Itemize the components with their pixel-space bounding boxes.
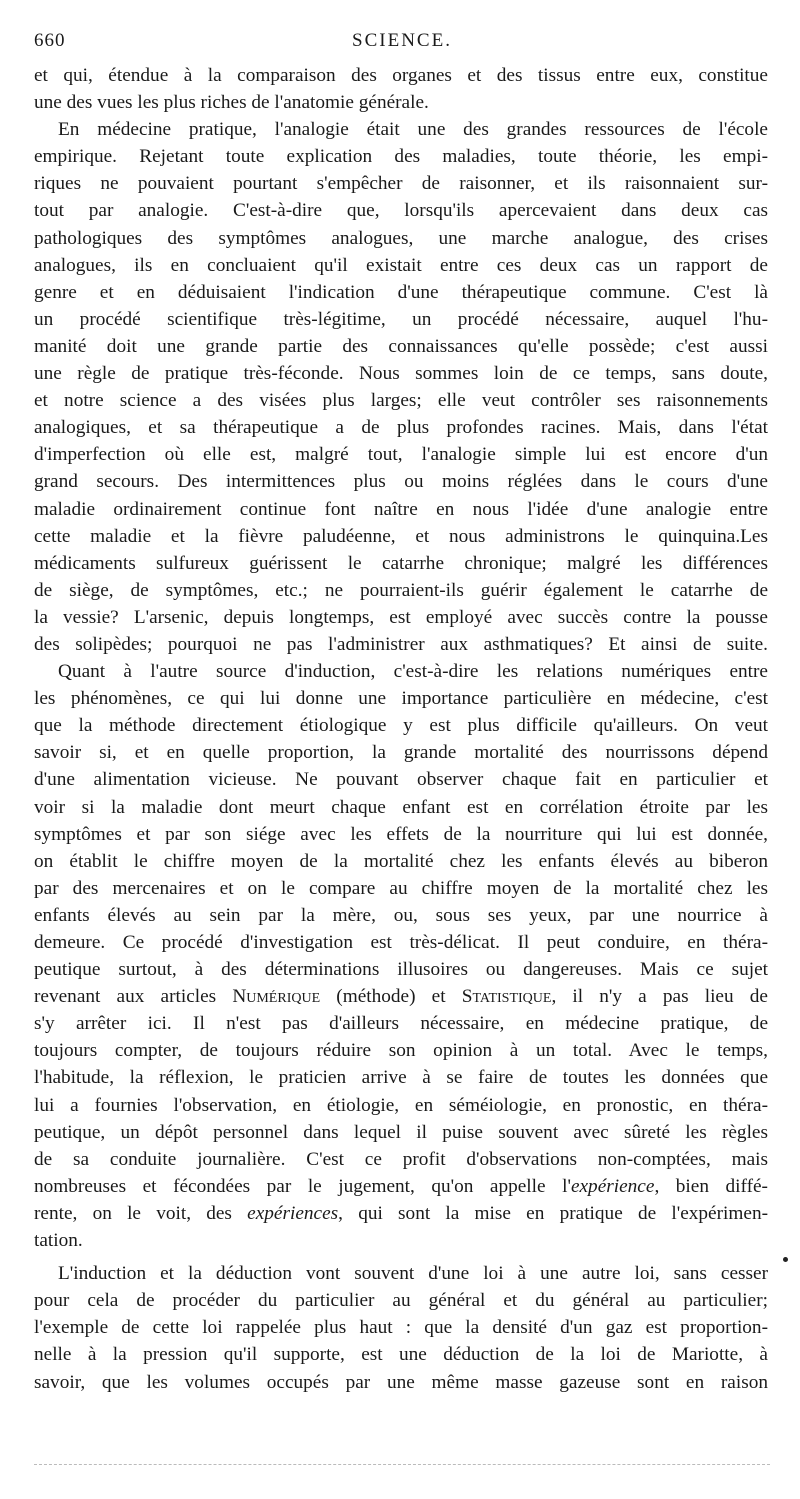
text-fragment: rente, on le voit, des (34, 1202, 248, 1224)
text-line: médicaments sulfureux guérissent le catarrhe chronique; malgré les différences (34, 552, 768, 574)
text-fragment: (méthode) et (320, 986, 462, 1008)
text-line: l'habitude, la réflexion, le praticien arrive à se faire de toutes les données que (34, 1067, 768, 1089)
text-line: des solipèdes; pourquoi ne pas l'administrer aux asthmatiques? Et ainsi de suite. (34, 633, 768, 655)
text-line: cette maladie et la fièvre paludéenne, et nous administrons le quinquina.Les (34, 525, 768, 547)
text-fragment: , il n'y a pas lieu de (551, 986, 768, 1008)
paragraph (34, 1260, 768, 1395)
text-line: manité doit une grande partie des connaissances qu'elle possède; c'est aussi (34, 335, 768, 357)
text-line: un procédé scientifique très-légitime, un procédé nécessaire, auquel l'hu- (34, 308, 768, 330)
text-line: de sa conduite journalière. C'est ce profit d'observations non-comptées, mais (34, 1148, 768, 1170)
text-line: analogiques, et sa thérapeutique a de plus profondes racines. Mais, dans l'état (34, 417, 768, 439)
small-caps-term: Statistique (461, 986, 552, 1008)
paragraph (34, 62, 768, 116)
text-line: une des vues les plus riches de l'anatomie générale. (34, 92, 429, 114)
text-line: maladie ordinairement continue font naître en nous l'idée d'une analogie entre (34, 498, 768, 520)
text-line: s'y arrêter ici. Il n'est pas d'ailleurs nécessaire, en médecine pratique, de (34, 1013, 768, 1035)
text-line: genre et en déduisaient l'indication d'une thérapeutique commune. C'est là (34, 281, 768, 303)
text-line: tout par analogie. C'est-à-dire que, lorsqu'ils apercevaient dans deux cas (34, 200, 768, 222)
text-line: la vessie? L'arsenic, depuis longtemps, est employé avec succès contre la pousse (34, 606, 768, 628)
text-line: analogues, ils en concluaient qu'il existait entre ces deux cas un rapport de (34, 254, 768, 276)
text-fragment: nombreuses et fécondées par le jugement, qu'on appelle l' (34, 1175, 571, 1197)
text-line: par des mercenaires et on le compare au chiffre moyen de la mortalité chez les (34, 877, 768, 899)
text-line: demeure. Ce procédé d'investigation est très-délicat. Il peut conduire, en théra- (34, 932, 768, 953)
bottom-bleed-rule (34, 1464, 770, 1465)
italic-term: expériences (247, 1202, 339, 1224)
margin-dot-mark (783, 1257, 788, 1262)
text-line: peutique, un dépôt personnel dans lequel il puise souvent avec sûreté les règles (34, 1121, 768, 1143)
running-head (34, 30, 770, 58)
text-line: lui a fournies l'observation, en étiologie, en séméiologie, en pronostic, en théra- (34, 1094, 768, 1116)
text-line: symptômes et par son siége avec les effets de la nourriture qui lui est donnée, (34, 823, 768, 845)
text-line: on établit le chiffre moyen de la mortalité chez les enfants élevés au biberon (34, 850, 768, 872)
text-line: pour cela de procéder du particulier au général et du général au particulier; (34, 1290, 768, 1312)
text-line (34, 983, 768, 1010)
text-line: enfants élevés au sein par la mère, ou, sous ses yeux, par une nourrice à (34, 904, 768, 926)
text-line: et qui, étendue à la comparaison des organes et des tissus entre eux, constitue (34, 65, 768, 86)
text-line: grand secours. Des intermittences plus ou moins réglées dans le cours d'une (34, 471, 768, 493)
text-line: nelle à la pression qu'il supporte, est une déduction de la loi de Mariotte, à (34, 1344, 768, 1366)
text-line: d'une alimentation vicieuse. Ne pouvant observer chaque fait en particulier et (34, 769, 768, 791)
text-line: pathologiques des symptômes analogues, une marche analogue, des crises (34, 227, 768, 249)
text-line: En médecine pratique, l'analogie était une des grandes ressources de l'école (58, 119, 768, 141)
text-line: toujours compter, de toujours réduire son opinion à un total. Avec le temps, (34, 1040, 768, 1062)
small-caps-term: Numérique (232, 986, 321, 1008)
page-number: 660 (34, 30, 66, 51)
text-fragment: , qui sont la mise en pratique de l'expérimen- (338, 1202, 769, 1224)
text-line: tation. (34, 1230, 83, 1252)
body-text (34, 62, 768, 1396)
text-line: de siège, de symptômes, etc.; ne pourraient-ils guérir également le catarrhe de (34, 579, 768, 601)
italic-term: expérience (570, 1175, 655, 1197)
text-line: empirique. Rejetant toute explication des maladies, toute théorie, les empi- (34, 146, 768, 168)
text-fragment: , bien diffé- (654, 1175, 768, 1197)
text-line: voir si la maladie dont meurt chaque enfant est en corrélation étroite par les (34, 796, 768, 818)
text-line: peutique surtout, à des déterminations illusoires ou dangereuses. Mais ce sujet (34, 959, 768, 981)
text-line: d'imperfection où elle est, malgré tout, l'analogie simple lui est encore d'un (34, 444, 768, 466)
text-line: savoir si, et en quelle proportion, la grande mortalité des nourrissons dépend (34, 742, 768, 764)
text-line: Quant à l'autre source d'induction, c'est-à-dire les relations numériques entre (58, 661, 768, 683)
text-line: L'induction et la déduction vont souvent d'une loi à une autre loi, sans cesser (58, 1263, 768, 1285)
text-line: riques ne pouvaient pourtant s'empêcher de raisonner, et ils raisonnaient sur- (34, 173, 768, 195)
text-fragment: revenant aux articles (34, 986, 233, 1008)
text-line (34, 1200, 768, 1227)
paragraph (34, 116, 768, 658)
text-line: l'exemple de cette loi rappelée plus haut : que la densité d'un gaz est proportion- (34, 1317, 768, 1339)
text-line: une règle de pratique très-féconde. Nous sommes loin de ce temps, sans doute, (34, 363, 768, 385)
text-line: et notre science a des visées plus larges; elle veut contrôler ses raisonnements (34, 390, 768, 412)
paragraph (34, 658, 768, 1254)
text-line: savoir, que les volumes occupés par une même masse gazeuse sont en raison (34, 1371, 768, 1393)
text-line: les phénomènes, ce qui lui donne une importance particulière en médecine, c'est (34, 688, 768, 710)
text-line: que la méthode directement étiologique y est plus difficile qu'ailleurs. On veut (34, 715, 768, 737)
running-title: SCIENCE. (352, 30, 452, 51)
text-line (34, 1173, 768, 1200)
